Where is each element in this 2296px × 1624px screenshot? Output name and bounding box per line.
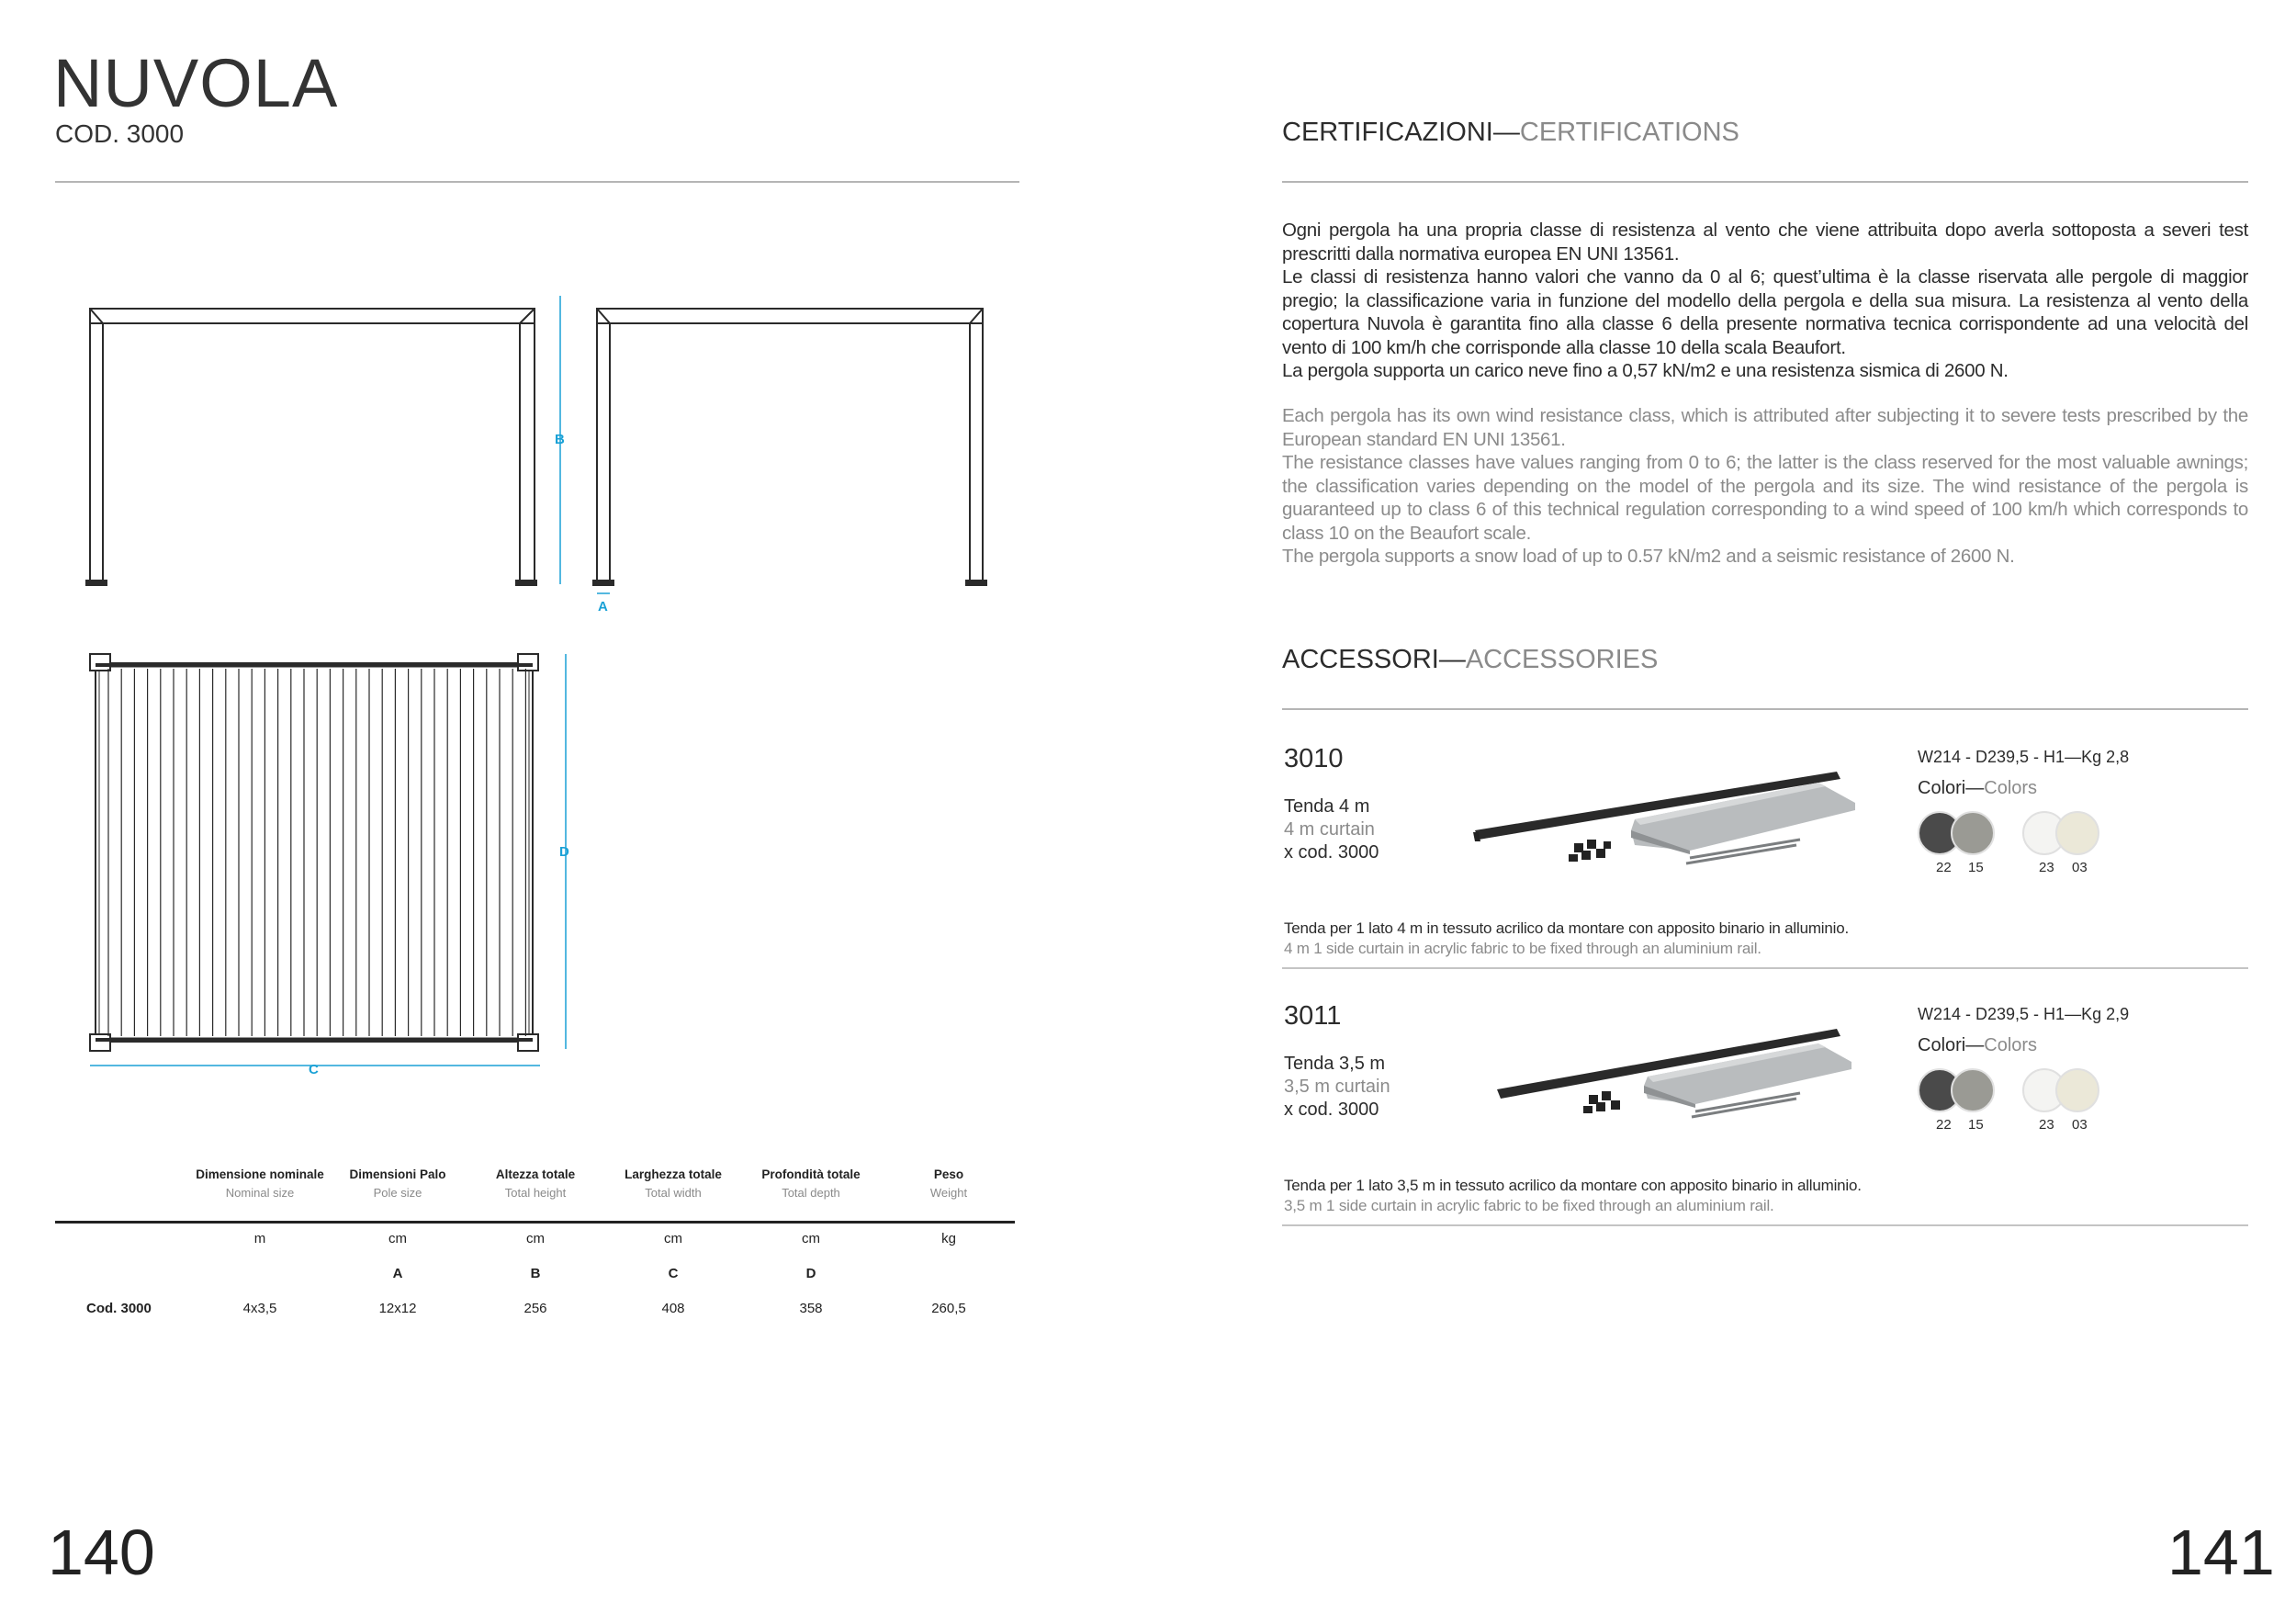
letter-cell: D — [805, 1266, 816, 1281]
unit-cell: cm — [802, 1231, 820, 1246]
swatch-code: 03 — [2072, 1117, 2088, 1133]
dimension-c-label: C — [309, 1062, 319, 1077]
certifications-heading: CERTIFICAZIONI—CERTIFICATIONS — [1282, 118, 1739, 147]
col-header-total-height: Altezza totale Total height — [495, 1167, 576, 1200]
side-view — [593, 309, 986, 585]
col-header-nominal-size: Dimensione nominale Nominal size — [196, 1167, 324, 1200]
dimension-b-label: B — [555, 432, 565, 447]
row-label: Cod. 3000 — [86, 1301, 152, 1316]
accessory-spec: W214 - D239,5 - H1—Kg 2,8 — [1918, 748, 2130, 766]
accessory-description: Tenda 4 m 4 m curtain x cod. 3000 — [1284, 796, 1379, 863]
swatch-code: 22 — [1936, 860, 1952, 875]
curtain-product-image — [1469, 766, 1855, 876]
page-number-left: 140 — [48, 1517, 155, 1588]
unit-cell: cm — [388, 1231, 407, 1246]
dimension-a-label: A — [598, 599, 608, 615]
unit-cell: m — [253, 1231, 266, 1246]
value-cell: 12x12 — [378, 1301, 417, 1316]
product-title: NUVOLA — [53, 45, 339, 121]
accessory-description: Tenda 3,5 m 3,5 m curtain x cod. 3000 — [1284, 1054, 1390, 1120]
colors-label: Colori—Colors — [1918, 1035, 2038, 1055]
accessory-code: 3010 — [1284, 744, 1344, 773]
accessory-divider — [1282, 967, 2248, 969]
letter-cell: A — [392, 1266, 403, 1281]
color-swatch[interactable] — [2055, 811, 2099, 855]
letter-cell: C — [668, 1266, 679, 1281]
value-cell: 358 — [799, 1301, 823, 1316]
accessories-divider — [1282, 708, 2248, 710]
curtain-product-image — [1491, 1025, 1859, 1126]
color-swatch[interactable] — [1951, 1068, 1995, 1112]
col-header-total-depth: Profondità totale Total depth — [761, 1167, 861, 1200]
swatch-code: 15 — [1968, 1117, 1984, 1133]
page-number-right: 141 — [2167, 1517, 2275, 1588]
colors-label: Colori—Colors — [1918, 778, 2038, 798]
accessories-heading: ACCESSORI—ACCESSORIES — [1282, 645, 1659, 674]
plan-view — [90, 654, 538, 1051]
dimension-d-label: D — [559, 844, 569, 860]
unit-cell: cm — [526, 1231, 545, 1246]
accessory-spec: W214 - D239,5 - H1—Kg 2,9 — [1918, 1005, 2130, 1023]
col-header-weight: Peso Weight — [929, 1167, 968, 1200]
swatch-code: 03 — [2072, 860, 2088, 875]
accessory-divider — [1282, 1224, 2248, 1226]
certifications-divider — [1282, 181, 2248, 183]
value-cell: 408 — [661, 1301, 685, 1316]
accessory-note: Tenda per 1 lato 4 m in tessuto acrilico da montare con apposito binario in alluminio. 4 m 1 side curtain in acrylic fabric to be fixed through an aluminium rail. — [1284, 919, 1849, 957]
product-code: COD. 3000 — [55, 119, 185, 148]
col-header-pole-size: Dimensioni Palo Pole size — [349, 1167, 446, 1200]
color-swatch[interactable] — [1951, 811, 1995, 855]
accessory-code: 3011 — [1284, 1001, 1342, 1031]
value-cell: 4x3,5 — [242, 1301, 277, 1316]
unit-cell: kg — [941, 1231, 956, 1246]
col-header-total-width: Larghezza totale Total width — [625, 1167, 722, 1200]
color-swatch[interactable] — [2055, 1068, 2099, 1112]
unit-cell: cm — [664, 1231, 682, 1246]
certifications-text-en: Each pergola has its own wind resistance class, which is attributed after subjecting it to severe tests prescribed by the European standard EN UNI 13561. The resistance classes have values ranging from 0 to 6; the latter is the class reserved for the most valuable awnings; the classification varies depending on the model of the pergola and its size. The wind resistance of the pergola is guaranteed up to class 6 of this technical regulation corresponding to a wind speed of 100 km/h which corresponds to class 10 on the Beaufort scale. The pergola supports a snow load of up to 0.57 kN/m2 and a seismic resistance of 2600 N. — [1282, 405, 2248, 567]
table-header-rule — [55, 1221, 1015, 1224]
front-view — [86, 309, 536, 585]
value-cell: 256 — [523, 1301, 547, 1316]
header-divider — [55, 181, 1019, 183]
value-cell: 260,5 — [931, 1301, 966, 1316]
technical-drawing — [0, 276, 1029, 1102]
certifications-text-it: Ogni pergola ha una propria classe di resistenza al vento che viene attribuita dopo averla sottoposta a severi test prescritti dalla normativa europea EN UNI 13561. Le classi di resistenza hanno valori che vanno da 0 al 6; quest’ultima è la classe riservata alle pergole di maggior pregio; la classificazione varia in funzione del modello della pergola e della sua misura. La resistenza al vento della copertura Nuvola è garantita fino alla classe 6 della presente normativa tecnica corrispondente ad una velocità del vento di 100 km/h che corrisponde alla classe 10 della scala Beaufort. La pergola supporta un carico neve fino a 0,57 kN/m2 e una resistenza sismica di 2600 N. — [1282, 220, 2248, 381]
swatch-code: 22 — [1936, 1117, 1952, 1133]
swatch-code: 23 — [2039, 860, 2054, 875]
accessory-note: Tenda per 1 lato 3,5 m in tessuto acrilico da montare con apposito binario in alluminio. 3,5 m 1 side curtain in acrylic fabric to be fixed through an aluminium rail. — [1284, 1177, 1862, 1214]
letter-cell: B — [530, 1266, 541, 1281]
swatch-code: 23 — [2039, 1117, 2054, 1133]
swatch-code: 15 — [1968, 860, 1984, 875]
